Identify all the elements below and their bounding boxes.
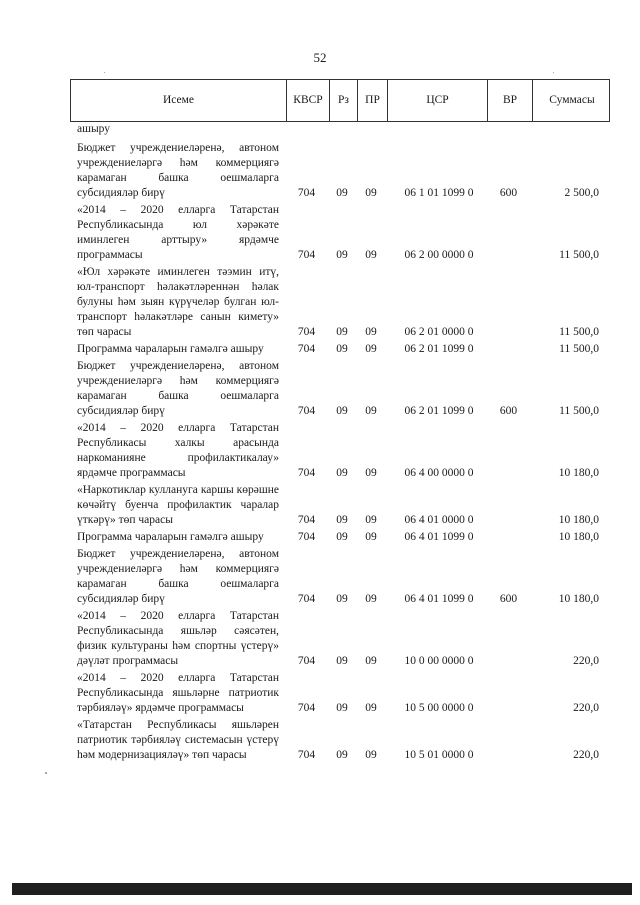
table-row xyxy=(70,483,610,528)
cell-kvsr: 704 xyxy=(297,749,316,761)
cell-pr: 09 xyxy=(365,593,377,605)
table-row xyxy=(70,359,610,419)
header-rz: Рз xyxy=(329,80,357,121)
scan-speck xyxy=(553,72,554,73)
cell-name: «Юл хәрәкәте иминлеген тәэмин итү, юл-транспорт һәлакәтләреннән һәлак булуны һәм зыян күрүчеләр булган юл-транспорт һәлакәтләре санын кимету» төп чарасы xyxy=(77,266,279,338)
cell-pr: 09 xyxy=(365,405,377,417)
cell-pr: 09 xyxy=(365,187,377,199)
header-name: Исеме xyxy=(162,94,195,106)
cell-name: Программа чараларын гамәлгә ашыру xyxy=(77,531,264,543)
cell-csr: 06 4 01 0000 0 xyxy=(404,514,474,526)
cell-csr: 06 4 00 0000 0 xyxy=(404,467,474,479)
cell-kvsr: 704 xyxy=(297,593,316,605)
header-kvsr: КВСР xyxy=(286,80,329,121)
header-pr: ПР xyxy=(357,80,387,121)
cell-amount: 11 500,0 xyxy=(559,249,599,261)
page-number: 52 xyxy=(313,50,327,65)
cell-kvsr: 704 xyxy=(297,249,316,261)
cell-name: Программа чараларын гамәлгә ашыру xyxy=(77,343,264,355)
cell-rz: 09 xyxy=(336,655,348,667)
cell-pr: 09 xyxy=(365,702,377,714)
cell-csr: 06 2 01 1099 0 xyxy=(404,405,474,417)
cell-vr: 600 xyxy=(499,593,518,605)
table-row xyxy=(70,718,610,763)
cell-rz: 09 xyxy=(336,514,348,526)
table-body xyxy=(70,141,610,763)
cell-name: «2014 – 2020 елларга Татарстан Республикасында юл хәрәкәте иминлеген арттыру» ярдәмче программасы xyxy=(77,204,279,261)
budget-table xyxy=(70,79,610,765)
cell-amount: 10 180,0 xyxy=(558,593,599,605)
table-row xyxy=(70,671,610,716)
cell-csr: 06 4 01 1099 0 xyxy=(404,593,474,605)
cell-csr: 06 2 01 0000 0 xyxy=(404,326,474,338)
table-header xyxy=(70,79,610,122)
table-row xyxy=(70,265,610,340)
cell-rz: 09 xyxy=(336,249,348,261)
continuation-text: ашыру xyxy=(77,123,111,135)
cell-rz: 09 xyxy=(336,326,348,338)
cell-name: «2014 – 2020 елларга Татарстан Республикасында яшьләрне патриотик тәрбияләү» ярдәмче программасы xyxy=(77,672,279,714)
cell-pr: 09 xyxy=(365,531,377,543)
cell-rz: 09 xyxy=(336,405,348,417)
cell-pr: 09 xyxy=(365,514,377,526)
cell-amount: 220,0 xyxy=(573,749,599,761)
cell-pr: 09 xyxy=(365,655,377,667)
cell-kvsr: 704 xyxy=(297,655,316,667)
cell-csr: 06 2 00 0000 0 xyxy=(404,249,474,261)
table-row xyxy=(70,203,610,263)
cell-vr: 600 xyxy=(499,405,518,417)
cell-pr: 09 xyxy=(365,249,377,261)
cell-kvsr: 704 xyxy=(297,187,316,199)
cell-name: «Наркотиклар куллануга каршы көрәшне көчәйтү буенча профилактик чаралар үткәрү» төп чарасы xyxy=(77,484,279,526)
scan-speck xyxy=(104,72,105,73)
cell-amount: 11 500,0 xyxy=(559,405,599,417)
cell-csr: 10 5 00 0000 0 xyxy=(404,702,474,714)
cell-rz: 09 xyxy=(336,343,348,355)
cell-name: «2014 – 2020 елларга Татарстан Республикасы халкы арасында наркоманияне профилактикалау» ярдәмче программасы xyxy=(77,422,279,479)
cell-kvsr: 704 xyxy=(297,531,316,543)
cell-rz: 09 xyxy=(336,467,348,479)
header-csr: ЦСР xyxy=(387,80,487,121)
table-row xyxy=(70,141,610,201)
cell-csr: 06 4 01 1099 0 xyxy=(404,531,474,543)
cell-kvsr: 704 xyxy=(297,326,316,338)
cell-amount: 220,0 xyxy=(573,702,599,714)
cell-rz: 09 xyxy=(336,531,348,543)
cell-name: Бюджет учреждениеләренә, автоном учреждениеләргә һәм коммерциягә карамаган башка оешмаларга субсидияләр бирү xyxy=(77,548,279,605)
table-row xyxy=(70,421,610,481)
cell-pr: 09 xyxy=(365,343,377,355)
cell-amount: 10 180,0 xyxy=(558,514,599,526)
table-row xyxy=(70,547,610,607)
cell-rz: 09 xyxy=(336,187,348,199)
table-row xyxy=(70,609,610,669)
cell-rz: 09 xyxy=(336,749,348,761)
cell-csr: 10 5 01 0000 0 xyxy=(404,749,474,761)
cell-name: Бюджет учреждениеләренә, автоном учреждениеләргә һәм коммерциягә карамаган башка оешмаларга субсидияләр бирү xyxy=(77,142,279,199)
header-amount: Суммасы xyxy=(532,80,611,121)
cell-kvsr: 704 xyxy=(297,514,316,526)
cell-amount: 220,0 xyxy=(573,655,599,667)
table-row xyxy=(70,530,610,545)
scan-border xyxy=(12,883,632,895)
cell-kvsr: 704 xyxy=(297,467,316,479)
cell-name: «Татарстан Республикасы яшьләрен патриотик тәрбияләү системасын үстерү һәм модернизацияләү» төп чарасы xyxy=(77,719,279,761)
cell-kvsr: 704 xyxy=(297,405,316,417)
cell-vr: 600 xyxy=(499,187,518,199)
cell-kvsr: 704 xyxy=(297,343,316,355)
cell-kvsr: 704 xyxy=(297,702,316,714)
cell-name: «2014 – 2020 елларга Татарстан Республикасында яшьләр сәясәтен, физик культураны һәм спортны үстерү» дәүләт программасы xyxy=(77,610,279,667)
cell-rz: 09 xyxy=(336,593,348,605)
cell-pr: 09 xyxy=(365,749,377,761)
cell-csr: 10 0 00 0000 0 xyxy=(404,655,474,667)
cell-csr: 06 1 01 1099 0 xyxy=(404,187,474,199)
cell-amount: 2 500,0 xyxy=(564,187,599,199)
header-vr: ВР xyxy=(487,80,532,121)
cell-pr: 09 xyxy=(365,467,377,479)
cell-amount: 11 500,0 xyxy=(559,343,599,355)
cell-csr: 06 2 01 1099 0 xyxy=(404,343,474,355)
cell-name: Бюджет учреждениеләренә, автоном учреждениеләргә һәм коммерциягә карамаган башка оешмаларга субсидияләр бирү xyxy=(77,360,279,417)
table-row xyxy=(70,342,610,357)
cell-amount: 10 180,0 xyxy=(558,467,599,479)
cell-pr: 09 xyxy=(365,326,377,338)
cell-rz: 09 xyxy=(336,702,348,714)
cell-amount: 10 180,0 xyxy=(558,531,599,543)
cell-amount: 11 500,0 xyxy=(559,326,599,338)
scan-speck xyxy=(45,772,47,774)
